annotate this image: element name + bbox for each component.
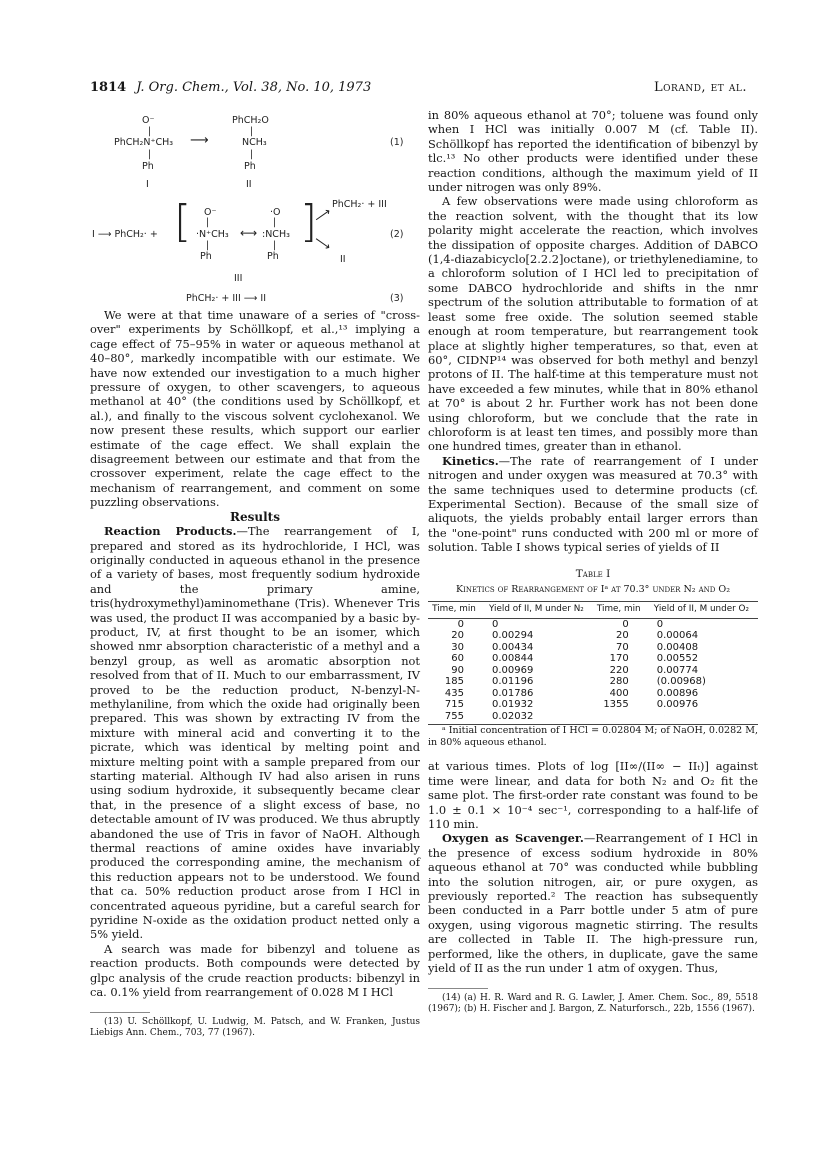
table-row: [428, 688, 758, 700]
table-cell: 1355: [603, 699, 629, 711]
eq2-b-phenyl: Ph: [267, 251, 279, 262]
reaction-products-text: —The rearrangement of I, prepared and stored as its hydrochloride, I HCl, was originally conducted in aqueous ethanol in the presence of a variety of bases, most frequently sodium hydroxide and the primary amine, tris(hydroxymethyl)aminomethane (Tris). Whenever Tris was used, the product II was accompanied by a basic by-product, IV, at first thought to be an isomer, which showed nmr absorption characteristic of a methyl and a benzyl group, as well as aromatic absorption not resolved from that of II. Much to our embarrassment, IV proved to be the reduction product, N-benzyl-N-methylaniline, from which the oxide had originally been prepared. This was shown by extracting IV from the mixture with mineral acid and converting it to the picrate, which was identical by melting point and mixture melting point with a sample prepared from our starting material. Although IV had also arisen in runs using sodium hydroxide, it subsequently became clear that, in the presence of a slight excess of base, no detectable amount of IV was produced. We thus abruptly abandoned the use of Tris in favor of NaOH. Although thermal reactions of amine oxides have invariably produced the corresponding amine, the mechanism of this reduction appears not to be understood. We found that ca. 50% reduction product arose from I HCl in concentrated aqueous pyridine, but a careful search for pyridine N-oxide as the oxidation product netted only a 5% yield.: [90, 524, 420, 942]
table-cell: 20: [451, 630, 464, 642]
eq3-number: (3): [390, 293, 404, 304]
table-cell: 0.00969: [491, 664, 534, 676]
eq2-a-phenyl: Ph: [200, 251, 212, 262]
footnote-13: (13) U. Schöllkopf, U. Ludwig, M. Patsch, and W. Franken, Justus Liebigs Ann. Chem., 703, 77 (1967).: [90, 1016, 420, 1038]
left-column: [90, 108, 420, 1039]
footnote-rule-right: [428, 988, 488, 989]
eq1-left-oxygen: O⁻: [142, 115, 155, 126]
eq2-upper-products: PhCH₂· + III: [332, 199, 387, 210]
table-cell: 0: [457, 618, 464, 630]
eq1-label-I: I: [146, 179, 149, 190]
eq1-right-nch3: NCH₃: [242, 137, 267, 148]
eq2-b-oxygen: ·O: [270, 207, 281, 218]
table-cell: 0.00064: [656, 630, 699, 642]
table-cell: (0.00968): [656, 676, 706, 688]
reaction-scheme: O⁻ | PhCH₂N⁺CH₃ | Ph I ⟶ PhCH₂O | NCH₃ | Ph II (1) I ⟶ PhCH₂· + [ O⁻ | ·N⁺CH₃ | Ph ⟷ ·O | :NCH₃ | Ph ] ⟶ ⟶ PhCH₂· + III II III (2) PhCH₂· + III ⟶ II (3): [90, 108, 420, 308]
table-cell: 0.00844: [491, 653, 534, 665]
table-cell: 0.00976: [656, 699, 699, 711]
eq1-right-phenyl: Ph: [244, 161, 256, 172]
eq2-b-amine: :NCH₃: [262, 229, 290, 240]
eq2-a-oxygen: O⁻: [204, 207, 217, 218]
table-cell: 400: [609, 687, 629, 699]
table-cell: [593, 711, 645, 725]
table-row: [428, 630, 758, 642]
table-cell: 0.00294: [491, 630, 534, 642]
bibenzyl-search-paragraph: A search was made for bibenzyl and toluene as reaction products. Both compounds were detected by glpc analysis of the crude reaction products: bibenzyl in ca. 0.1% yield from rearrangement of 0.028 M I HCl: [90, 941, 420, 1000]
eq2-a-radical-cation: ·N⁺CH₃: [196, 229, 229, 240]
rate-constant-paragraph: at various times. Plots of log [II∞/(II∞ − IIₜ)] against time were linear, and data for both N₂ and O₂ fit the same plot. The first-order rate constant was found to be 1.0 ± 0.1 × 10⁻⁴ sec⁻¹, corresponding to a half-life of 110 min.: [428, 759, 758, 832]
table-row: [428, 699, 758, 711]
table-cell: 755: [428, 711, 480, 725]
table-row: [428, 653, 758, 665]
col-yield-o2: Yield of II, M under O₂: [645, 602, 758, 619]
table-footnote: ᵃ Initial concentration of I HCl = 0.02804 M; of NaOH, 0.0282 M, in 80% aqueous ethanol.: [428, 725, 758, 749]
page-number: 1814: [90, 80, 127, 95]
eq2-label-III: III: [234, 273, 243, 284]
table-cell: 70: [616, 641, 629, 653]
table-cell: 0: [491, 618, 499, 630]
eq2-right-bracket: ]: [300, 196, 318, 247]
chloroform-paragraph: A few observations were made using chloroform as the reaction solvent, with the thought that its low polarity might accelerate the reaction, which involves the dissipation of opposite charges. Addition of DABCO (1,4-diazabicyclo[2.2.2]octane), or triethylenediamine, to a chloroform solution of I HCl led to precipitation of some DABCO hydrochloride and shifts in the nmr spectrum of the solution attributable to formation of at least some free oxide. The solution seemed stable enough at room temperature, but rearrangement took place at slightly higher temperatures, so that, even at 60°, CIDNP¹⁴ was observed for both methyl and benzyl protons of II. The half-time at this temperature must not have exceeded a few minutes, while that in 80% ethanol at 70° is about 2 hr. Further work has not been done using chloroform, but we conclude that the rate in chloroform is at least ten times, and possibly more than one hundred times, greater than in ethanol.: [428, 194, 758, 454]
kinetics-heading: Kinetics.: [442, 453, 499, 468]
eq3: PhCH₂· + III ⟶ II: [186, 293, 267, 304]
table-cell: 715: [444, 699, 464, 711]
table-cell: 30: [451, 641, 464, 653]
footnote-rule: [90, 1012, 150, 1013]
footnote-14: (14) (a) H. R. Ward and R. G. Lawler, J. Amer. Chem. Soc., 89, 5518 (1967); (b) H. Fischer and J. Bargon, Z. Naturforsch., 22b, 1556 (1967).: [428, 992, 758, 1014]
oxygen-scavenger-paragraph: [428, 831, 758, 975]
table-row: [428, 642, 758, 654]
table-row: [428, 676, 758, 688]
oxygen-scavenger-text: —Rearrangement of I HCl in the presence of excess sodium hydroxide in 80% aqueous ethanol at 70° was conducted while bubbling into the solution nitrogen, air, or pure oxygen, as previously reported.² The reaction has subsequently been conducted in a Parr bottle under 5 atm of pure oxygen, using vigorous magnetic stirring. The results are collected in Table II. The high-pressure run, performed, like the others, in duplicate, gave the same yield of II as the run under 1 atm of oxygen. Thus,: [428, 831, 758, 976]
table-cell: 280: [609, 676, 629, 688]
table-cell: 0.00896: [656, 687, 699, 699]
table-cell: 0.01932: [491, 699, 534, 711]
kinetics-paragraph: [428, 454, 758, 555]
eq2-left-bracket: [: [174, 196, 192, 247]
kinetics-text: —The rate of rearrangement of I under nitrogen and under oxygen was measured at 70.3° with the same techniques used to determine products (cf. Experimental Section). Because of the small size of aliquots, the yields probably entail larger errors than the "one-point" runs conducted with 200 ml or more of solution. Table I shows typical series of yields of II: [428, 453, 758, 555]
continued-paragraph: in 80% aqueous ethanol at 70°; toluene was found only when I HCl was initially 0.007 M (cf. Table II). Schöllkopf has reported the identification of bibenzyl by tlc.¹³ No other products were identified under these reaction conditions, although the maximum yield of II under nitrogen was only 89%.: [428, 108, 758, 195]
table-cell: 185: [444, 676, 464, 688]
eq2-resonance-arrow: ⟷: [240, 226, 258, 240]
table-row: [428, 618, 758, 630]
kinetics-table: [428, 601, 758, 725]
table-cell: 0.00408: [656, 641, 699, 653]
table-cell: 90: [451, 664, 464, 676]
table-cell: 0.00774: [656, 664, 699, 676]
table-title: Table I: [575, 567, 611, 580]
journal-citation: J. Org. Chem., Vol. 38, No. 10, 1973: [136, 80, 372, 95]
running-header-left: [90, 80, 371, 95]
intro-paragraph: We were at that time unaware of a series of "cross-over" experiments by Schöllkopf, et al.,¹³ implying a cage effect of 75–95% in water or aqueous methanol at 40–80°, markedly incompatible with our estimate. We have now extended our investigation to a much higher pressure of oxygen, to other scavengers, to aqueous methanol at 40° (the conditions used by Schöllkopf, et al.), and finally to the viscous solvent cyclohexanol. We now present these results, which support our earlier estimate of the cage effect. We shall explain the disagreement between our estimate and that from the crossover experiment, relate the cage effect to the mechanism of rearrangement, and comment on some puzzling observations.: [90, 308, 420, 510]
running-header-author: Lorand, et al.: [654, 80, 747, 95]
eq1-label-II: II: [246, 179, 252, 190]
right-column: [428, 108, 758, 1015]
table-row: [428, 665, 758, 677]
table-cell: 60: [451, 653, 464, 665]
eq2-number: (2): [390, 229, 404, 240]
eq1-arrow: ⟶: [190, 133, 209, 148]
eq2-lower-product: II: [340, 254, 346, 265]
eq1-left-phenyl: Ph: [142, 161, 154, 172]
table-cell: 0: [622, 618, 629, 630]
eq2-start: I ⟶ PhCH₂· +: [92, 229, 158, 240]
col-yield-n2: Yield of II, M under N₂: [480, 602, 593, 619]
results-heading: Results: [230, 509, 280, 524]
table-cell: 0.01196: [491, 676, 534, 688]
table-cell: 0.00434: [491, 641, 534, 653]
table-cell: 435: [444, 687, 464, 699]
table-cell: 0: [656, 618, 664, 630]
col-time-n2: Time, min: [428, 602, 480, 619]
table-cell: 20: [616, 630, 629, 642]
col-time-o2: Time, min: [593, 602, 645, 619]
reaction-products-paragraph: [90, 524, 420, 942]
table-cell: 0.01786: [491, 687, 534, 699]
eq1-left-amine-oxide: PhCH₂N⁺CH₃: [114, 137, 174, 148]
table-cell: 0.02032: [480, 711, 593, 725]
table-row: [428, 711, 758, 725]
table-cell: 0.00552: [656, 653, 699, 665]
oxygen-scavenger-heading: Oxygen as Scavenger.: [442, 831, 584, 846]
eq1-right-benzyloxy: PhCH₂O: [232, 115, 269, 126]
table-cell: 220: [609, 664, 629, 676]
reaction-products-heading: Reaction Products.: [104, 524, 237, 539]
eq1-number: (1): [390, 137, 404, 148]
table-cell: [645, 711, 758, 725]
table-caption: Kinetics of Rearrangement of Iᵃ at 70.3° under N₂ and O₂: [455, 584, 731, 595]
table-cell: 170: [609, 653, 629, 665]
